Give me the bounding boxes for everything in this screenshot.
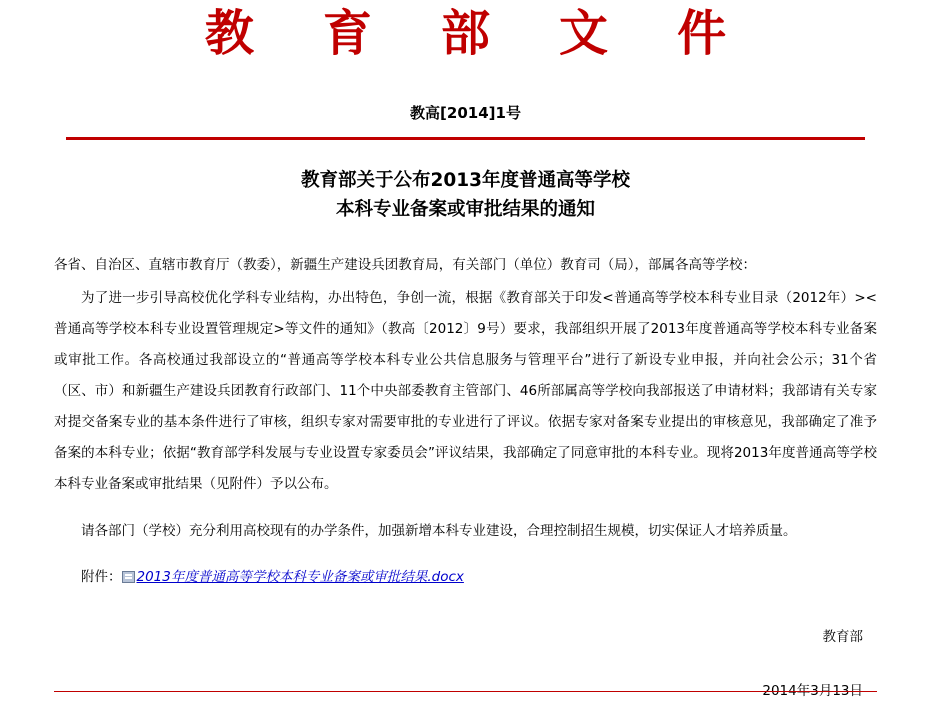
attachment-label: 附件： [81,569,122,585]
attachment-link[interactable]: 2013年度普通高等学校本科专业备案或审批结果.docx [136,569,464,585]
document-body [54,250,877,547]
document-title-line-2: 本科专业备案或审批结果的通知 [335,199,595,220]
signature-date: 2014年3月13日 [762,683,863,699]
signature-issuer: 教育部 [822,629,863,645]
red-divider [66,137,865,140]
masthead [54,0,877,62]
document-title [54,166,877,224]
bottom-divider [54,691,877,692]
body-paragraph-1: 为了进一步引导高校优化学科专业结构，办出特色，争创一流，根据《教育部关于印发<普通高等学校本科专业目录（2012年）><普通高等学校本科专业设置管理规定>等文件的通知》（教高〔2012〕9号）要求，我部组织开展了2013年度普通高等学校本科专业备案或审批工作。各高校通过我部设立的“普通高等学校本科专业公共信息服务与管理平台”进行了新设专业申报，并向社会公示；31个省（区、市）和新疆生产建设兵团教育行政部门、11个中央部委教育主管部门、46所部属高等学校向我部报送了申请材料；我部请有关专家对提交备案专业的基本条件进行了审核，组织专家对需要审批的专业进行了评议。依据专家对备案专业提出的审核意见，我部确定了准予备案的本科专业；依据“教育部学科发展与专业设置专家委员会”评议结果，我部确定了同意审批的本科专业。现将2013年度普通高等学校本科专业备案或审批结果（见附件）予以公布。 [54,290,877,492]
masthead-title: 教 育 部 文 件 [204,4,753,62]
document-number: 教高[2014]1号 [410,104,521,122]
document-title-line-1: 教育部关于公布2013年度普通高等学校 [301,170,630,191]
paragraph-spacer [54,500,877,516]
attachment-row [54,565,877,589]
body-paragraph-2: 请各部门（学校）充分利用高校现有的办学条件，加强新增本科专业建设，合理控制招生规模，切实保证人才培养质量。 [81,523,797,539]
attachment-icon [122,571,135,583]
salutation: 各省、自治区、直辖市教育厅（教委），新疆生产建设兵团教育局，有关部门（单位）教育司（局），部属各高等学校： [54,257,756,273]
